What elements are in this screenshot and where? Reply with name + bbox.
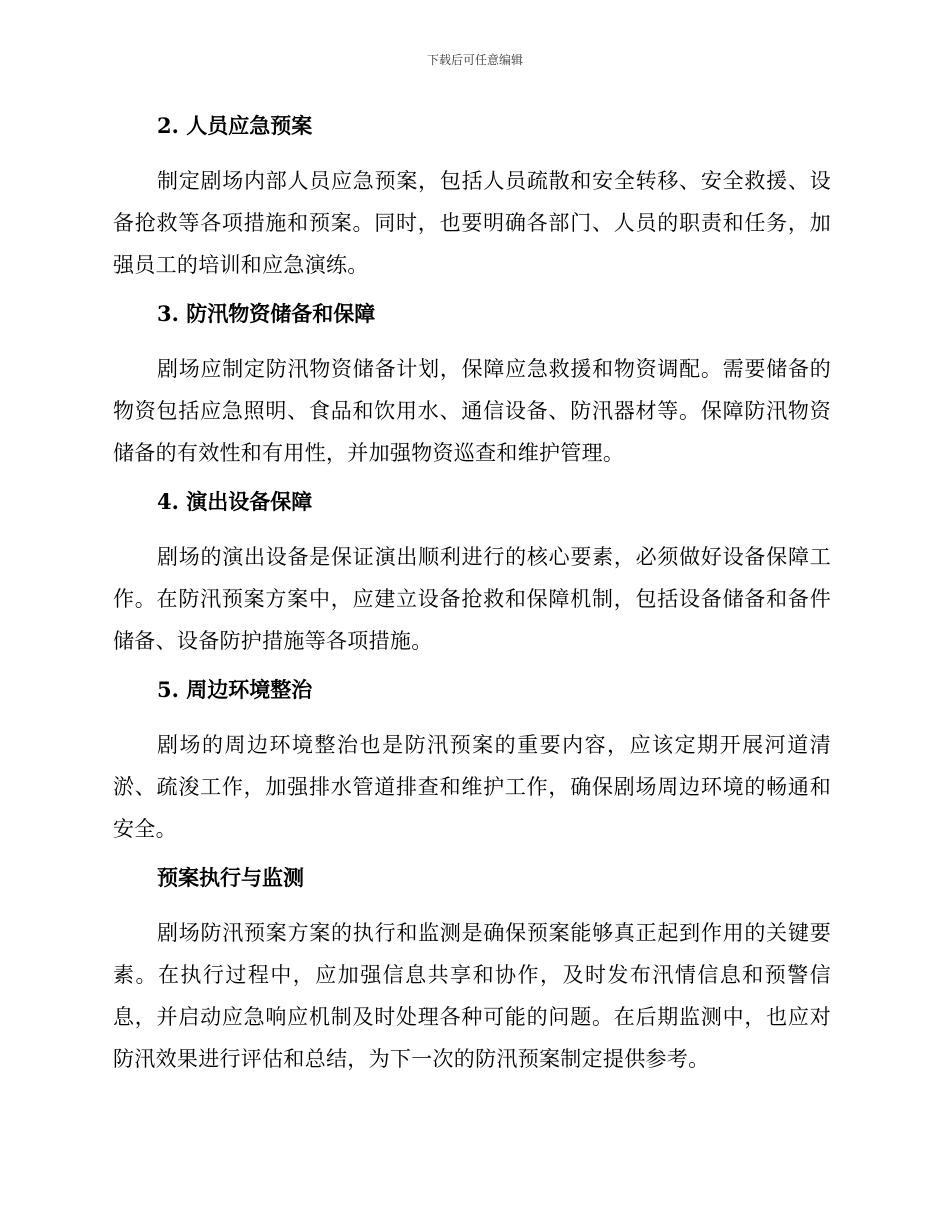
document-body xyxy=(113,106,831,1088)
section-personnel-emergency-plan xyxy=(113,106,831,294)
section-paragraph: 剧场的演出设备是保证演出顺利进行的核心要素，必须做好设备保障工作。在防汛预案方案中，应建立设备抢救和保障机制，包括设备储备和备件储备、设备防护措施等各项措施。 xyxy=(113,545,831,653)
section-heading: 3. 防汛物资储备和保障 xyxy=(157,301,376,326)
section-heading: 5. 周边环境整治 xyxy=(157,677,313,702)
section-paragraph: 剧场的周边环境整治也是防汛预案的重要内容，应该定期开展河道清淤、疏浚工作，加强排水管道排查和维护工作，确保剧场周边环境的畅通和安全。 xyxy=(113,733,831,841)
section-heading: 4. 演出设备保障 xyxy=(157,489,313,514)
section-plan-execution-monitoring xyxy=(113,858,831,1088)
section-paragraph: 剧场应制定防汛物资储备计划，保障应急救援和物资调配。需要储备的物资包括应急照明、食品和饮用水、通信设备、防汛器材等。保障防汛物资储备的有效性和有用性，并加强物资巡查和维护管理。 xyxy=(113,357,831,465)
section-paragraph: 剧场防汛预案方案的执行和监测是确保预案能够真正起到作用的关键要素。在执行过程中，应加强信息共享和协作，及时发布汛情信息和预警信息，并启动应急响应机制及时处理各种可能的问题。在后期监测中，也应对防汛效果进行评估和总结，为下一次的防汛预案制定提供参考。 xyxy=(113,921,831,1071)
section-heading: 2. 人员应急预案 xyxy=(157,113,313,138)
section-heading: 预案执行与监测 xyxy=(157,865,304,890)
section-surrounding-environment xyxy=(113,670,831,858)
section-paragraph: 制定剧场内部人员应急预案，包括人员疏散和安全转移、安全救援、设备抢救等各项措施和预案。同时，也要明确各部门、人员的职责和任务，加强员工的培训和应急演练。 xyxy=(113,169,831,277)
page-header: 下载后可任意编辑 xyxy=(426,53,523,67)
section-flood-supplies xyxy=(113,294,831,482)
section-performance-equipment xyxy=(113,482,831,670)
